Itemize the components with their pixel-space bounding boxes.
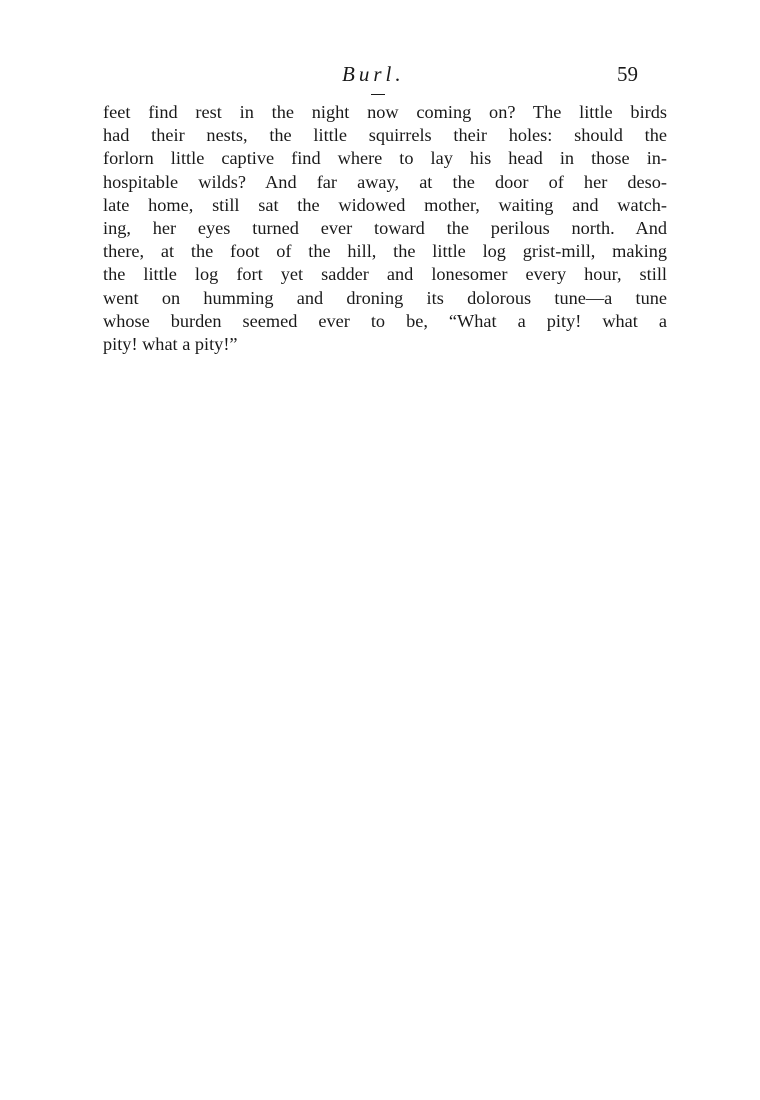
text-line: late home, still sat the widowed mother, waiting and watch-: [103, 194, 667, 215]
text-line: had their nests, the little squirrels their holes: should the: [103, 125, 667, 146]
running-head-rule: [371, 94, 385, 95]
text-line: ing, her eyes turned ever toward the perilous north. And: [103, 217, 667, 238]
running-head-title: Burl.: [342, 62, 405, 86]
body-text: [103, 101, 667, 356]
page-number: 59: [617, 62, 638, 86]
running-head: [0, 62, 760, 102]
text-line: feet find rest in the night now coming on? The little birds: [103, 102, 667, 122]
text-line: forlorn little captive find where to lay his head in those in-: [103, 148, 667, 169]
text-line: the little log fort yet sadder and lonesomer every hour, still: [103, 264, 667, 285]
text-line: went on humming and droning its dolorous tune—a tune: [103, 287, 667, 308]
text-line: pity! what a pity!”: [103, 333, 238, 354]
text-line: there, at the foot of the hill, the little log grist-mill, making: [103, 241, 667, 262]
text-line: hospitable wilds? And far away, at the door of her deso-: [103, 171, 667, 192]
text-line: whose burden seemed ever to be, “What a pity! what a: [103, 310, 667, 331]
